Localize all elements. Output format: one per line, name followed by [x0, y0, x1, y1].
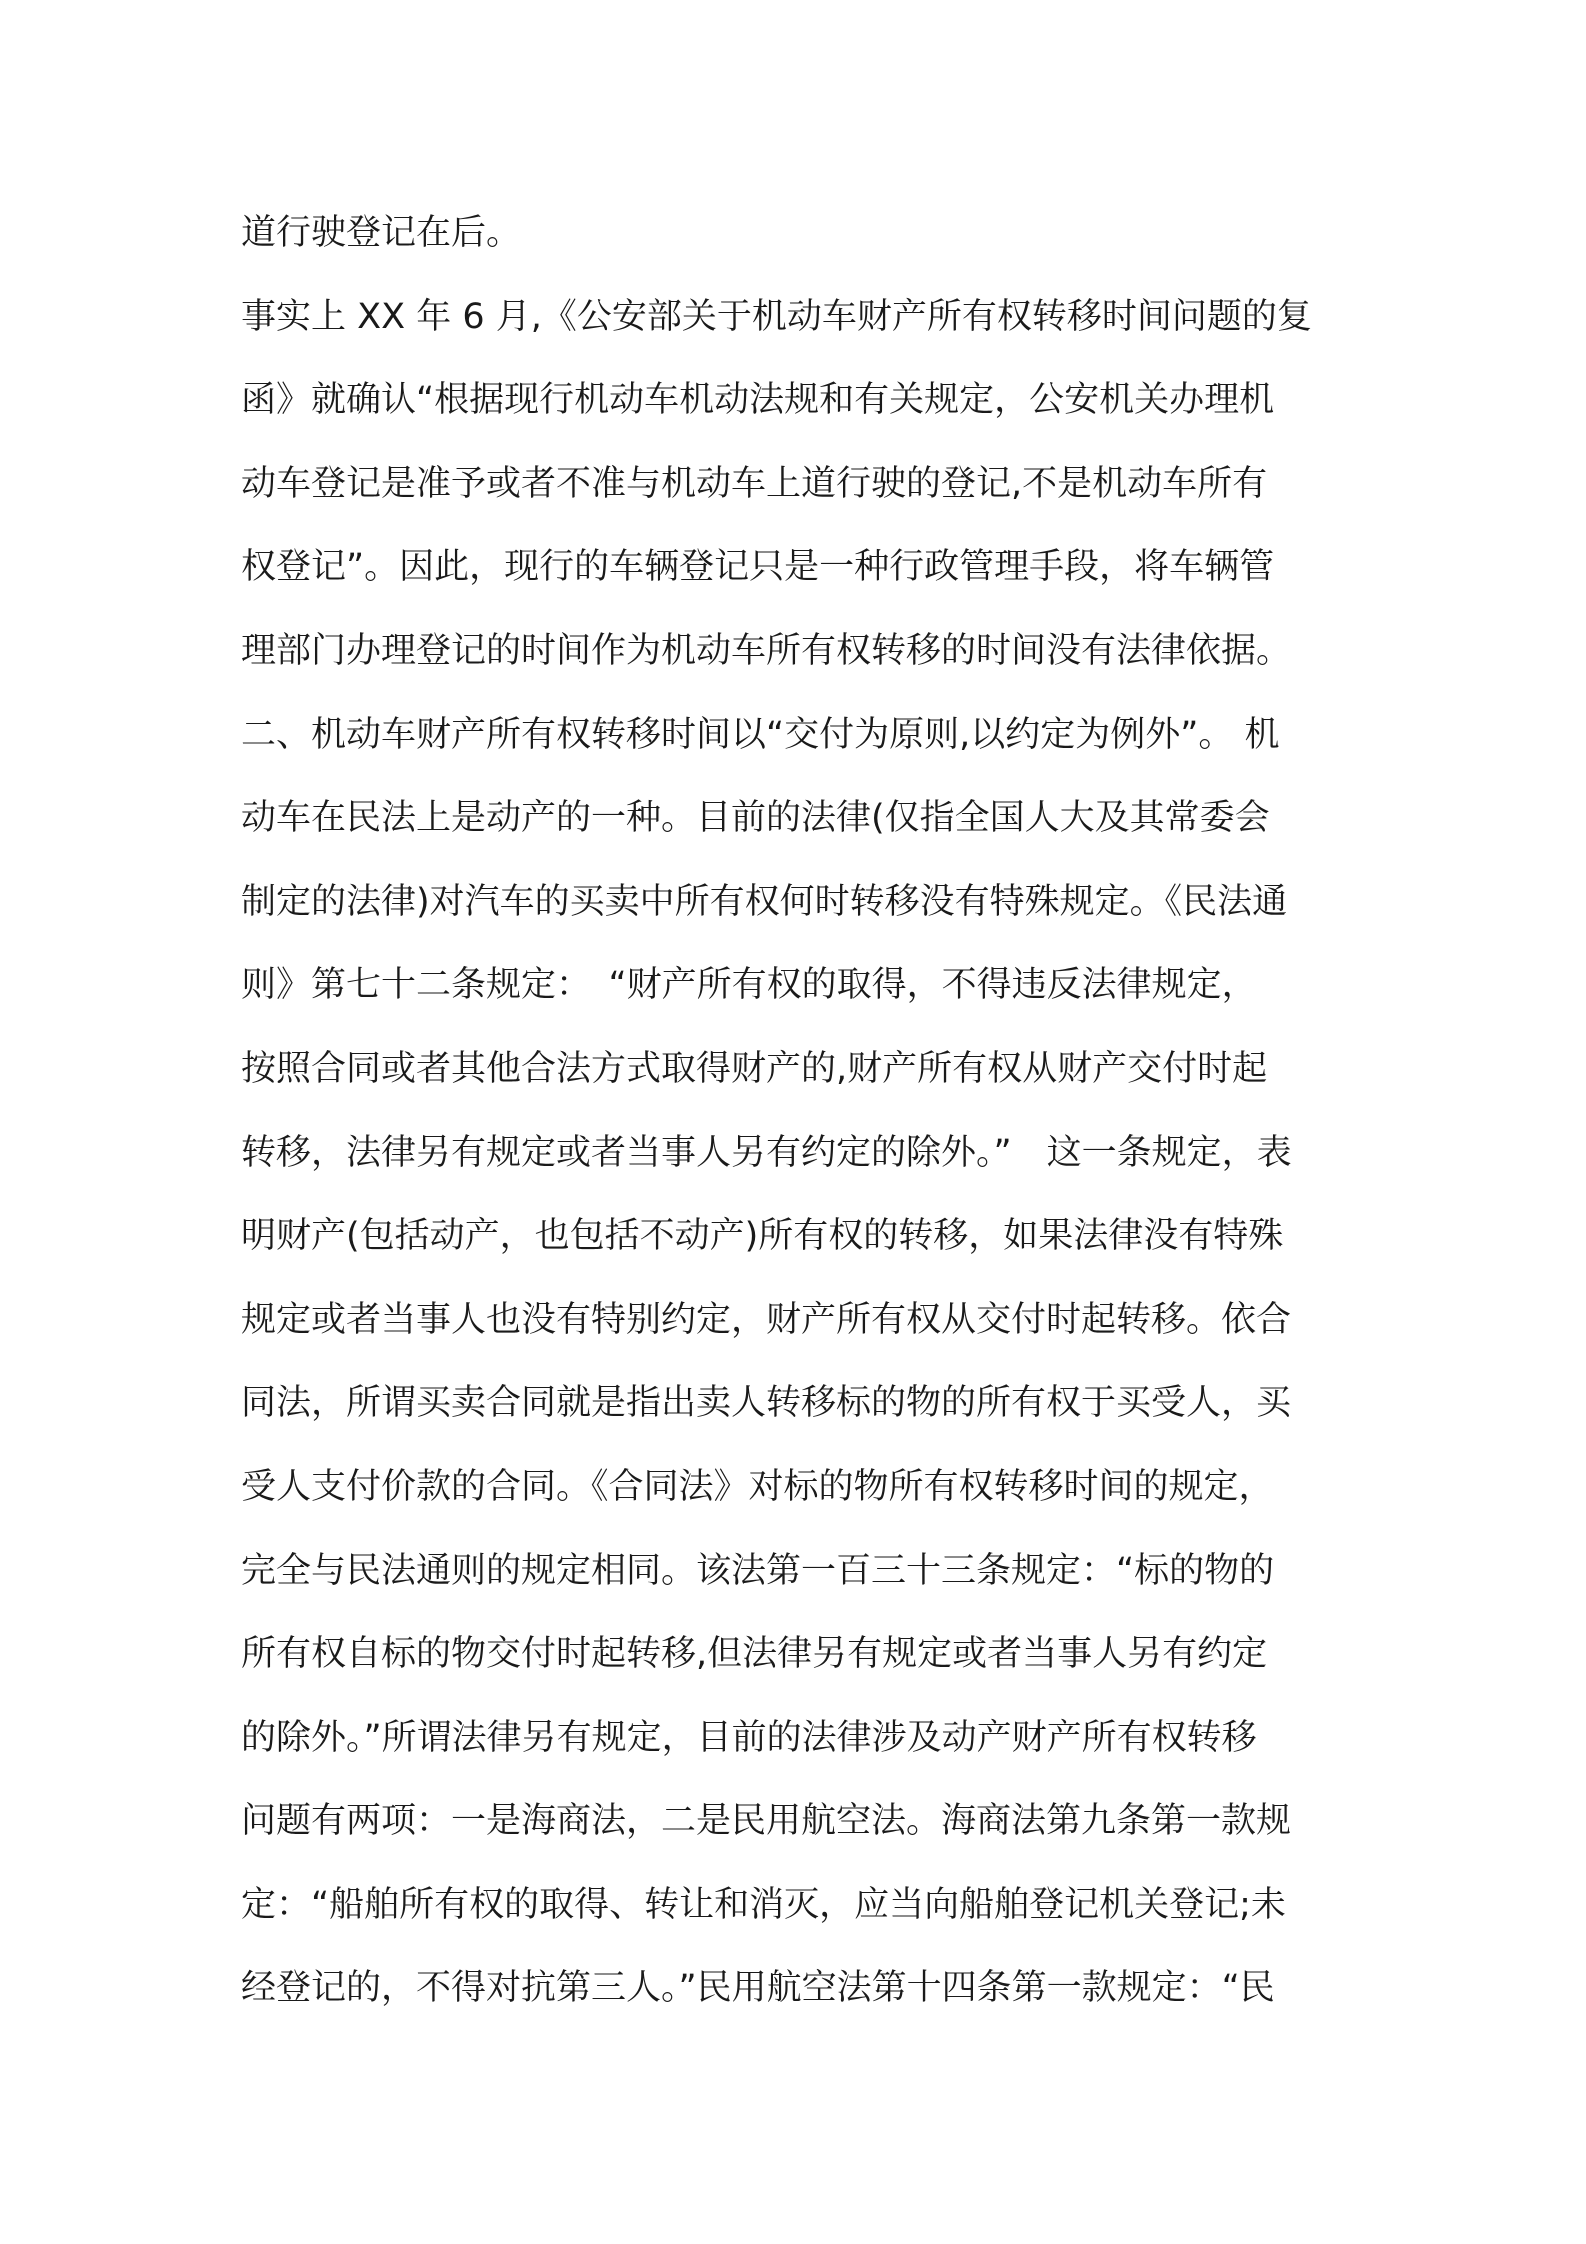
text-line: 定：“船舶所有权的取得、转让和消灭，应当向船舶登记机关登记;未 — [241, 1884, 1286, 1925]
text-line: 明财产(包括动产，也包括不动产)所有权的转移，如果法律没有特殊 — [241, 1216, 1284, 1257]
text-line: 所有权自标的物交付时起转移,但法律另有规定或者当事人另有约定 — [241, 1634, 1268, 1675]
text-line: 事实上 XX 年 6 月,《公安部关于机动车财产所有权转移时间问题的复 — [241, 296, 1312, 337]
text-line: 则》第七十二条规定： “财产所有权的取得，不得违反法律规定， — [241, 965, 1257, 1006]
text-line: 问题有两项：一是海商法，二是民用航空法。海商法第九条第一款规 — [241, 1801, 1292, 1842]
text-line: 的除外。”所谓法律另有规定，目前的法律涉及动产财产所有权转移 — [241, 1717, 1257, 1758]
text-line: 权登记”。因此，现行的车辆登记只是一种行政管理手段，将车辆管 — [241, 547, 1275, 588]
text-line: 理部门办理登记的时间作为机动车所有权转移的时间没有法律依据。 — [241, 630, 1292, 671]
text-line: 转移，法律另有规定或者当事人另有约定的除外。” 这一条规定，表 — [241, 1132, 1292, 1173]
text-line: 完全与民法通则的规定相同。该法第一百三十三条规定：“标的物的 — [241, 1550, 1275, 1591]
text-line: 按照合同或者其他合法方式取得财产的,财产所有权从财产交付时起 — [241, 1048, 1268, 1089]
text-line: 受人支付价款的合同。《合同法》对标的物所有权转移时间的规定， — [241, 1466, 1274, 1507]
text-line: 道行驶登记在后。 — [241, 213, 522, 253]
text-line: 制定的法律)对汽车的买卖中所有权何时转移没有特殊规定。《民法通 — [241, 881, 1288, 922]
text-line: 经登记的，不得对抗第三人。”民用航空法第十四条第一款规定：“民 — [241, 1968, 1275, 2009]
text-line: 同法，所谓买卖合同就是指出卖人转移标的物的所有权于买受人，买 — [241, 1383, 1292, 1424]
text-line: 函》就确认“根据现行机动车机动法规和有关规定，公安机关办理机 — [241, 380, 1275, 421]
text-line: 二、机动车财产所有权转移时间以“交付为原则,以约定为例外”。 机 — [241, 714, 1280, 755]
document-body — [241, 192, 1361, 2031]
text-line: 动车登记是准予或者不准与机动车上道行驶的登记,不是机动车所有 — [241, 463, 1268, 504]
text-line: 动车在民法上是动产的一种。目前的法律(仅指全国人大及其常委会 — [241, 798, 1270, 839]
text-line: 规定或者当事人也没有特别约定，财产所有权从交付时起转移。依合 — [241, 1299, 1292, 1340]
